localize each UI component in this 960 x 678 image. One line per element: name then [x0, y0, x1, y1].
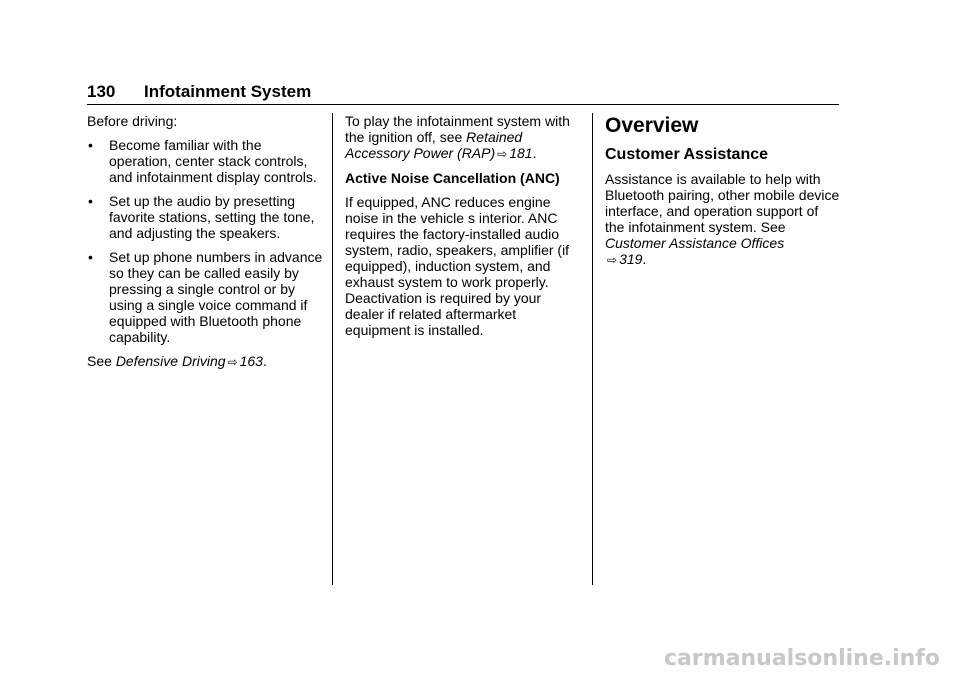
- column-left: [87, 113, 327, 378]
- bullet-icon: •: [88, 249, 93, 265]
- bullet-text: Set up phone numbers in advance so they can be called easily by pressing a single control or by using a single voice command if equipped with Bluetooth phone capability.: [109, 249, 323, 345]
- page-ref[interactable]: 181: [509, 145, 533, 161]
- page-arrow-icon: ⇨: [607, 253, 618, 267]
- section-title: Infotainment System: [144, 82, 312, 101]
- page-arrow-icon: ⇨: [497, 147, 508, 161]
- anc-heading: Active Noise Cancellation (ANC): [345, 170, 560, 186]
- watermark: carmanualsonline.info: [664, 646, 940, 671]
- rap-paragraph: [345, 113, 581, 162]
- column-divider-left: [332, 113, 333, 585]
- anc-text: If equipped, ANC reduces engine noise in the vehicle s interior. ANC requires the factory-installed audio system, radio, speakers, amplifier (if equipped), induction system, and exhaust system to work properly. Deactivation is required by your dealer if related aftermarket equipment is installed.: [345, 194, 570, 338]
- rap-suffix: .: [532, 145, 537, 161]
- bullet-item: [87, 249, 327, 345]
- rap-text: To play the infotainment system with the ignition off, see: [345, 113, 570, 145]
- assistance-suffix: .: [642, 251, 647, 267]
- overview-heading: Overview: [605, 114, 699, 137]
- column-middle: [345, 113, 581, 346]
- page-ref[interactable]: 319: [619, 251, 643, 267]
- bullet-icon: •: [88, 193, 93, 209]
- assistance-text: Assistance is available to help with Bluetooth pairing, other mobile device interface, and operation support of the infotainment system. See: [605, 171, 840, 235]
- see-suffix: .: [262, 353, 267, 369]
- bullet-icon: •: [88, 137, 93, 153]
- see-reference: [87, 353, 327, 370]
- customer-assistance-heading: Customer Assistance: [605, 146, 769, 163]
- page-ref[interactable]: 163: [239, 353, 263, 369]
- page-header: [87, 82, 839, 105]
- page-number: 130: [87, 82, 116, 101]
- bullet-item: [87, 137, 327, 185]
- assistance-paragraph: [605, 171, 840, 268]
- see-prefix: See: [87, 353, 116, 369]
- bullet-item: [87, 193, 327, 241]
- column-right: [605, 113, 840, 276]
- intro-text: Before driving:: [87, 113, 178, 129]
- page-arrow-icon: ⇨: [227, 355, 238, 369]
- customer-assistance-link[interactable]: Customer Assistance Offices: [605, 235, 785, 251]
- defensive-driving-link[interactable]: Defensive Driving: [115, 353, 226, 369]
- bullet-text: Set up the audio by presetting favorite stations, setting the tone, and adjusting the speakers.: [109, 193, 315, 241]
- column-divider-right: [592, 113, 593, 585]
- rap-link[interactable]: Retained Accessory Power (RAP): [345, 129, 523, 161]
- bullet-text: Become familiar with the operation, center stack controls, and infotainment display controls.: [109, 137, 317, 185]
